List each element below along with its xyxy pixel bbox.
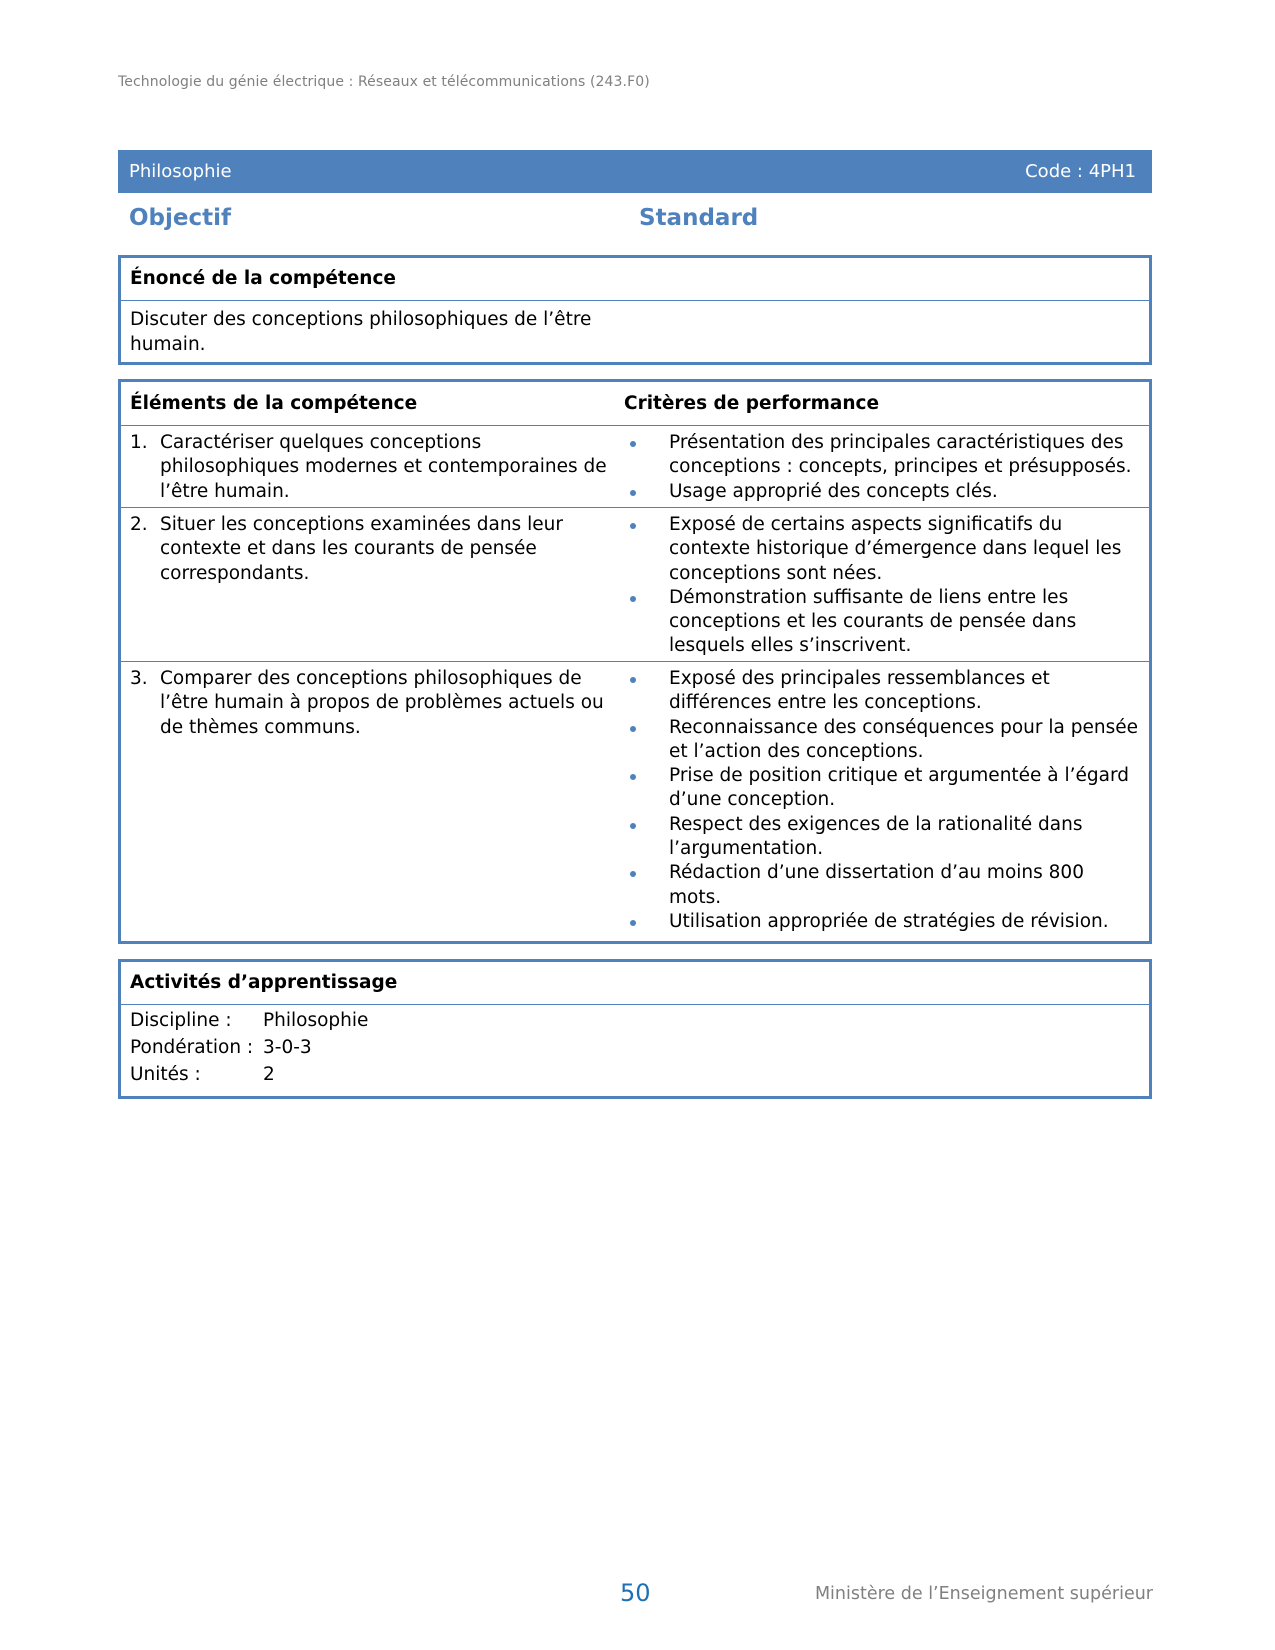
footer-organization: Ministère de l’Enseignement supérieur — [814, 1584, 1153, 1604]
criteria-item: Usage approprié des concepts clés. — [624, 480, 1141, 504]
bullet-icon — [624, 813, 669, 862]
criteria-item: Démonstration suffisante de liens entre les conceptions et les courants de pensée dans lesquels elles s’inscrivent. — [624, 586, 1141, 659]
criteria-item: Reconnaissance des conséquences pour la pensée et l’action des conceptions. — [624, 716, 1141, 765]
bullet-icon — [624, 480, 669, 504]
elements-heading: Éléments de la compétence — [130, 393, 418, 414]
activites-heading: Activités d’apprentissage — [121, 962, 1149, 1005]
bullet-icon — [624, 910, 669, 934]
elements-table — [118, 379, 1152, 944]
course-title: Philosophie — [129, 161, 232, 182]
activite-discipline: Discipline : Philosophie — [130, 1010, 369, 1031]
bullet-icon — [624, 861, 669, 910]
criteria-item: Utilisation appropriée de stratégies de révision. — [624, 910, 1141, 934]
table-row — [121, 508, 1149, 662]
bullet-icon — [624, 431, 669, 480]
criteria-item: Prise de position critique et argumentée à l’égard d’une conception. — [624, 764, 1141, 813]
subheads — [118, 205, 1152, 241]
criteria-item: Exposé de certains aspects significatifs du contexte historique d’émergence dans lequel les conceptions sont nées. — [624, 513, 1141, 586]
running-header: Technologie du génie électrique : Réseaux et télécommunications (243.F0) — [118, 74, 650, 90]
page-number: 50 — [620, 1579, 651, 1607]
element-number: 2. — [130, 514, 148, 535]
bullet-icon — [624, 764, 669, 813]
element-text: Caractériser quelques conceptions philosophiques modernes et contemporaines de l’être humain. — [160, 432, 607, 502]
criteria-heading: Critères de performance — [624, 393, 880, 414]
bullet-icon — [624, 586, 669, 659]
activite-unites: Unités : 2 — [130, 1064, 275, 1085]
activite-ponderation: Pondération : 3-0-3 — [130, 1037, 312, 1058]
table-row — [121, 662, 1149, 938]
element-number: 3. — [130, 668, 148, 689]
criteria-list — [624, 508, 1149, 663]
elements-table-header — [121, 382, 1149, 426]
element-number: 1. — [130, 432, 148, 453]
enonce-text: Discuter des conceptions philosophiques de l’être humain. — [130, 309, 592, 355]
criteria-list — [624, 662, 1149, 938]
element-text: Situer les conceptions examinées dans leur contexte et dans les courants de pensée correspondants. — [160, 514, 563, 584]
element-text: Comparer des conceptions philosophiques de l’être humain à propos de problèmes actuels ou de thèmes communs. — [160, 668, 604, 738]
criteria-item: Respect des exigences de la rationalité dans l’argumentation. — [624, 813, 1141, 862]
course-code: Code : 4PH1 — [1025, 161, 1136, 182]
activites-box — [118, 959, 1152, 1099]
criteria-item: Exposé des principales ressemblances et différences entre les conceptions. — [624, 667, 1141, 716]
enonce-heading: Énoncé de la compétence — [121, 258, 1149, 301]
table-row — [121, 426, 1149, 508]
bullet-icon — [624, 716, 669, 765]
bullet-icon — [624, 667, 669, 716]
enonce-box — [118, 255, 1152, 365]
subhead-objectif: Objectif — [129, 205, 232, 231]
subhead-standard: Standard — [639, 205, 759, 231]
criteria-item: Rédaction d’une dissertation d’au moins 800 mots. — [624, 861, 1141, 910]
criteria-list — [624, 426, 1149, 508]
bullet-icon — [624, 513, 669, 586]
criteria-item: Présentation des principales caractéristiques des conceptions : concepts, principes et présupposés. — [624, 431, 1141, 480]
course-title-band — [118, 150, 1152, 193]
